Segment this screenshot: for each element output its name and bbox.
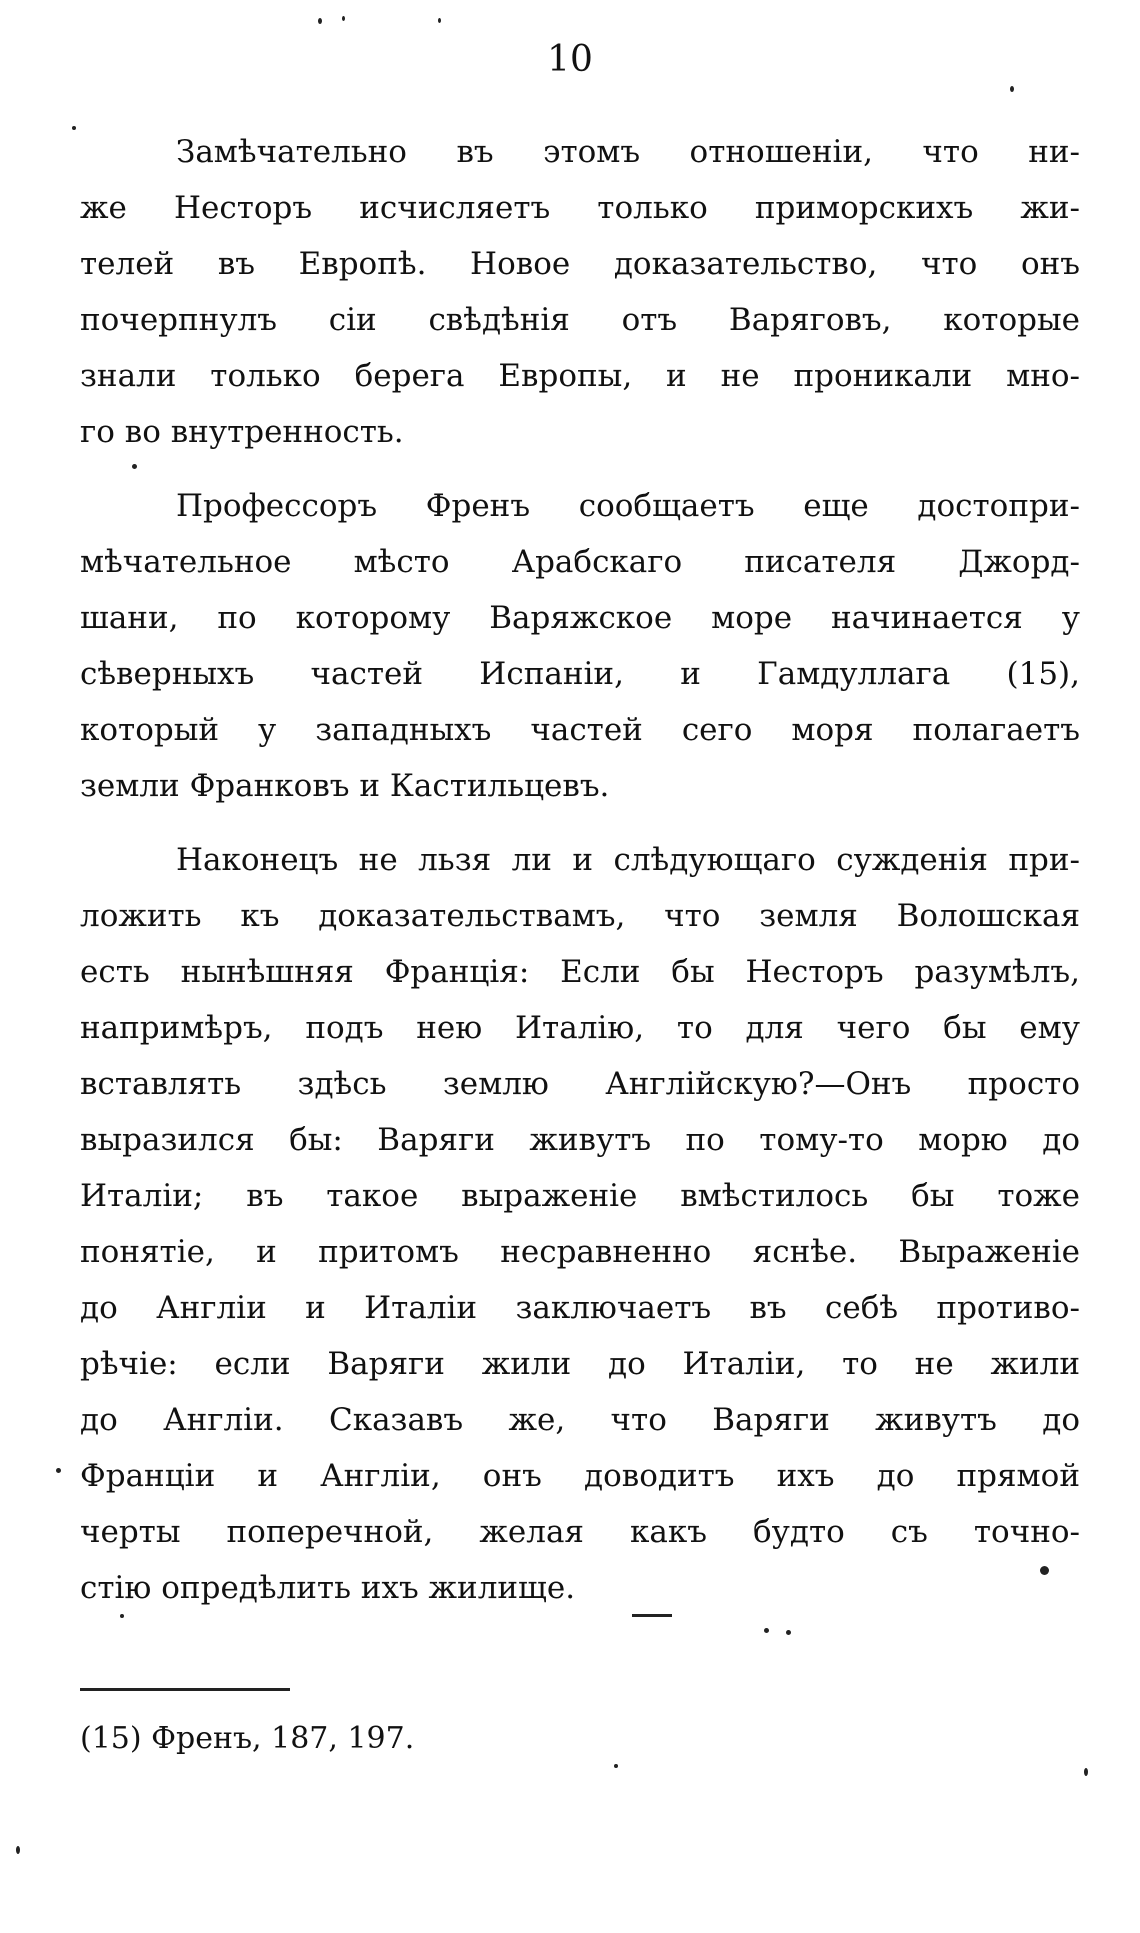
- text-line: го во внутренность.: [80, 414, 404, 450]
- text-line: который у западныхъ частей сего моря полагаетъ: [80, 712, 1080, 748]
- text-line: земли Франковъ и Кастильцевъ.: [80, 768, 610, 804]
- scan-speck: [1010, 86, 1014, 92]
- text-line: напримѣръ, подъ нею Италію, то для чего бы ему: [80, 1010, 1080, 1046]
- scan-speck: [318, 18, 322, 24]
- scan-speck: [764, 1628, 769, 1633]
- scan-speck: [16, 1846, 20, 1854]
- scan-speck: [56, 1468, 61, 1473]
- text-line: есть нынѣшняя Франція: Если бы Несторъ разумѣлъ,: [80, 954, 1080, 990]
- text-line: Замѣчательно въ этомъ отношеніи, что ни-: [176, 134, 1080, 170]
- text-line: понятіе, и притомъ несравненно яснѣе. Выраженіе: [80, 1234, 1080, 1270]
- text-line: выразился бы: Варяги живутъ по тому-то морю до: [80, 1122, 1080, 1158]
- scan-speck: [1084, 1768, 1088, 1776]
- text-line: Профессоръ Френъ сообщаетъ еще достопри-: [176, 488, 1080, 524]
- main-text: [80, 124, 1080, 1634]
- text-line: Франціи и Англіи, онъ доводитъ ихъ до прямой: [80, 1458, 1080, 1494]
- text-line: ложить къ доказательствамъ, что земля Волошская: [80, 898, 1080, 934]
- text-line: телей въ Европѣ. Новое доказательство, что онъ: [80, 246, 1080, 282]
- text-line: мѣчательное мѣсто Арабскаго писателя Джорд-: [80, 544, 1080, 580]
- scan-speck: [120, 1614, 124, 1618]
- scan-speck: [72, 126, 76, 130]
- text-line: почерпнулъ сіи свѣдѣнія отъ Варяговъ, которые: [80, 302, 1080, 338]
- text-line: черты поперечной, желая какъ будто съ точно-: [80, 1514, 1080, 1550]
- paragraph-3: [80, 832, 1080, 1616]
- footnote: (15) Френъ, 187, 197.: [80, 1721, 415, 1756]
- scan-speck: [1040, 1566, 1049, 1575]
- text-line: стію опредѣлить ихъ жилище.: [80, 1570, 576, 1606]
- text-line: же Несторъ исчисляетъ только приморскихъ жи-: [80, 190, 1080, 226]
- scan-speck: [786, 1630, 791, 1635]
- paragraph-1: [80, 124, 1080, 460]
- text-line: сѣверныхъ частей Испаніи, и Гамдуллага (15),: [80, 656, 1080, 692]
- text-line: Италіи; въ такое выраженіе вмѣстилось бы тоже: [80, 1178, 1080, 1214]
- text-line: Наконецъ не льзя ли и слѣдующаго сужденія при-: [176, 842, 1080, 878]
- text-line: вставлять здѣсь землю Англійскую?—Онъ просто: [80, 1066, 1080, 1102]
- scan-speck: [132, 464, 137, 469]
- footnote-rule: [80, 1688, 290, 1691]
- section-divider: [632, 1614, 672, 1617]
- scan-speck: [614, 1764, 618, 1768]
- scan-speck: [438, 18, 441, 23]
- text-line: знали только берега Европы, и не проникали мно-: [80, 358, 1080, 394]
- page-number: 10: [547, 39, 593, 80]
- scan-speck: [342, 16, 345, 21]
- text-line: до Англіи и Италіи заключаетъ въ себѣ противо-: [80, 1290, 1080, 1326]
- text-line: до Англіи. Сказавъ же, что Варяги живутъ до: [80, 1402, 1080, 1438]
- paragraph-2: [80, 478, 1080, 814]
- text-line: рѣчіе: если Варяги жили до Италіи, то не жили: [80, 1346, 1080, 1382]
- text-line: шани, по которому Варяжское море начинается у: [80, 600, 1080, 636]
